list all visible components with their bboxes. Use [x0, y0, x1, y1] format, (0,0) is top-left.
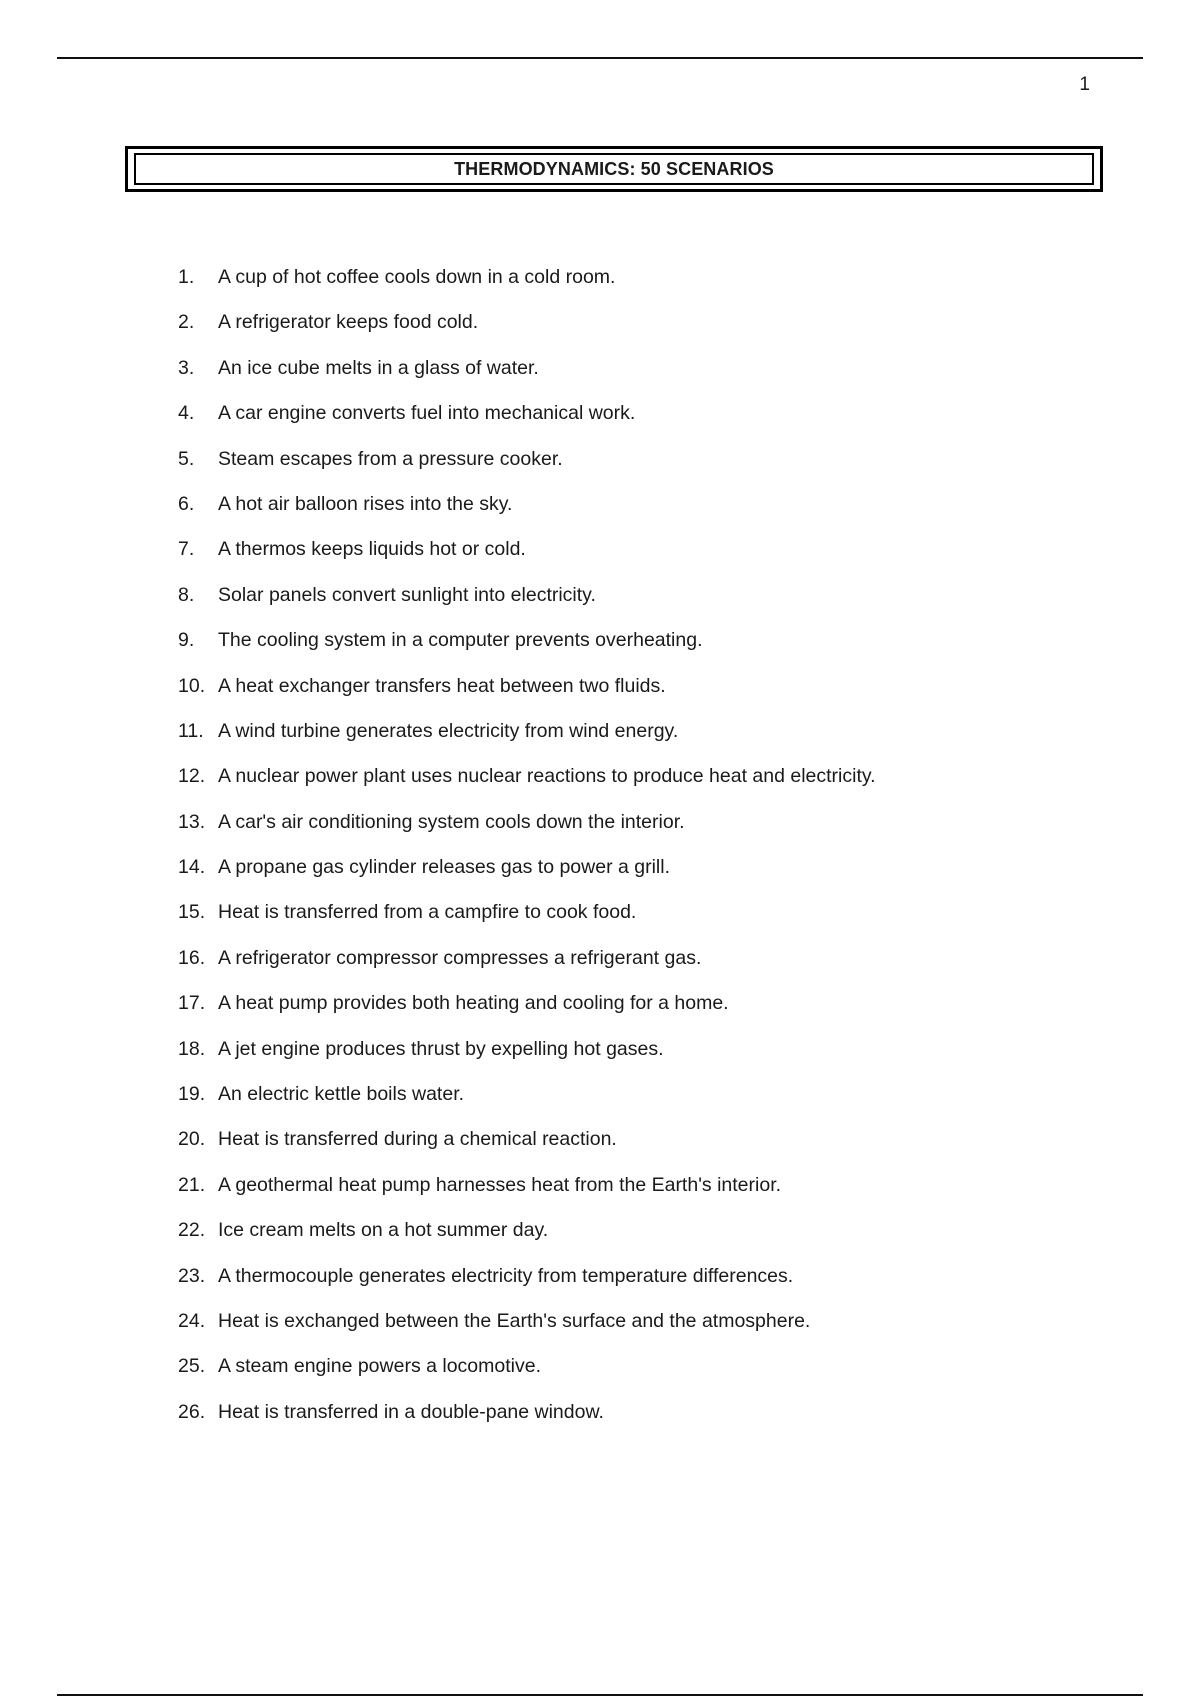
list-item-number: 5.	[178, 447, 195, 470]
list-item-text: An electric kettle boils water.	[218, 1083, 465, 1106]
list-item-number: 14.	[178, 856, 206, 879]
list-item-number: 10.	[178, 674, 206, 697]
list-item-text: A thermos keeps liquids hot or cold.	[218, 538, 526, 561]
list-item-text: A heat exchanger transfers heat between two fluids.	[218, 674, 666, 697]
list-item-number: 12.	[178, 765, 206, 788]
list-item	[178, 355, 876, 400]
list-item	[178, 1399, 876, 1444]
list-item-text: Heat is transferred during a chemical reaction.	[218, 1128, 617, 1151]
list-item	[178, 264, 876, 309]
list-item	[178, 627, 876, 672]
list-item	[178, 1172, 876, 1217]
list-item-number: 3.	[178, 356, 195, 379]
list-item	[178, 990, 876, 1035]
title-box	[125, 146, 1103, 192]
list-item-number: 8.	[178, 583, 195, 606]
list-item-number: 21.	[178, 1173, 206, 1196]
list-item	[178, 536, 876, 581]
list-item-number: 6.	[178, 492, 195, 515]
list-item-text: A nuclear power plant uses nuclear reactions to produce heat and electricity.	[218, 765, 876, 788]
list-item-number: 11.	[178, 719, 204, 742]
list-item	[178, 1126, 876, 1171]
list-item	[178, 582, 876, 627]
list-item-text: A car's air conditioning system cools down the interior.	[218, 810, 685, 833]
list-item-number: 20.	[178, 1128, 206, 1151]
list-item	[178, 446, 876, 491]
list-item	[178, 854, 876, 899]
list-item-text: A refrigerator keeps food cold.	[218, 311, 479, 334]
list-item-number: 1.	[178, 266, 195, 288]
list-item-text: A cup of hot coffee cools down in a cold room.	[218, 266, 616, 288]
footer-rule	[57, 1694, 1143, 1696]
page-title: THERMODYNAMICS: 50 SCENARIOS	[454, 158, 774, 179]
list-item-number: 9.	[178, 629, 195, 652]
list-item-number: 15.	[178, 901, 206, 924]
list-item-text: Heat is transferred from a campfire to cook food.	[218, 901, 637, 924]
list-item-text: A propane gas cylinder releases gas to power a grill.	[218, 856, 671, 879]
list-item-text: A refrigerator compressor compresses a refrigerant gas.	[218, 946, 702, 969]
list-item-number: 24.	[178, 1309, 206, 1332]
title-box-inner	[134, 153, 1094, 185]
list-item	[178, 1353, 876, 1398]
list-item-text: A jet engine produces thrust by expelling hot gases.	[218, 1037, 664, 1060]
list-item-text: Solar panels convert sunlight into electricity.	[218, 583, 596, 606]
list-item-number: 26.	[178, 1400, 206, 1423]
list-item	[178, 809, 876, 854]
list-item-text: A hot air balloon rises into the sky.	[218, 492, 513, 515]
list-item-text: A steam engine powers a locomotive.	[218, 1355, 542, 1378]
list-item	[178, 673, 876, 718]
list-item-number: 19.	[178, 1083, 206, 1106]
list-item	[178, 899, 876, 944]
list-item-text: Steam escapes from a pressure cooker.	[218, 447, 563, 470]
list-item	[178, 1263, 876, 1308]
list-item-number: 16.	[178, 946, 206, 969]
list-item	[178, 945, 876, 990]
list-item-text: A wind turbine generates electricity from wind energy.	[218, 719, 679, 742]
list-item-text: A geothermal heat pump harnesses heat from the Earth's interior.	[218, 1173, 782, 1196]
list-item-text: The cooling system in a computer prevents overheating.	[218, 629, 703, 652]
list-item-number: 2.	[178, 311, 195, 334]
list-item-number: 7.	[178, 538, 195, 561]
list-item-text: Ice cream melts on a hot summer day.	[218, 1219, 549, 1242]
list-item-number: 18.	[178, 1037, 206, 1060]
list-item	[178, 400, 876, 445]
list-item-text: A thermocouple generates electricity from temperature differences.	[218, 1264, 794, 1287]
list-item-number: 25.	[178, 1355, 206, 1378]
list-item-text: Heat is exchanged between the Earth's surface and the atmosphere.	[218, 1309, 811, 1332]
list-item	[178, 309, 876, 354]
list-item	[178, 491, 876, 536]
header-rule	[57, 57, 1143, 59]
list-item-number: 23.	[178, 1264, 206, 1287]
list-item-text: A car engine converts fuel into mechanical work.	[218, 402, 636, 425]
list-item	[178, 1217, 876, 1262]
list-item	[178, 718, 876, 763]
scenario-list	[178, 264, 876, 1444]
list-item-text: Heat is transferred in a double-pane window.	[218, 1400, 604, 1423]
list-item-number: 22.	[178, 1219, 206, 1242]
list-item-number: 13.	[178, 810, 206, 833]
list-item	[178, 1081, 876, 1126]
list-item-text: A heat pump provides both heating and cooling for a home.	[218, 992, 729, 1015]
list-item-number: 4.	[178, 402, 195, 425]
list-item-text: An ice cube melts in a glass of water.	[218, 356, 539, 379]
list-item	[178, 1036, 876, 1081]
list-item	[178, 763, 876, 808]
page-number: 1	[1079, 74, 1090, 95]
list-item	[178, 1308, 876, 1353]
list-item-number: 17.	[178, 992, 206, 1015]
